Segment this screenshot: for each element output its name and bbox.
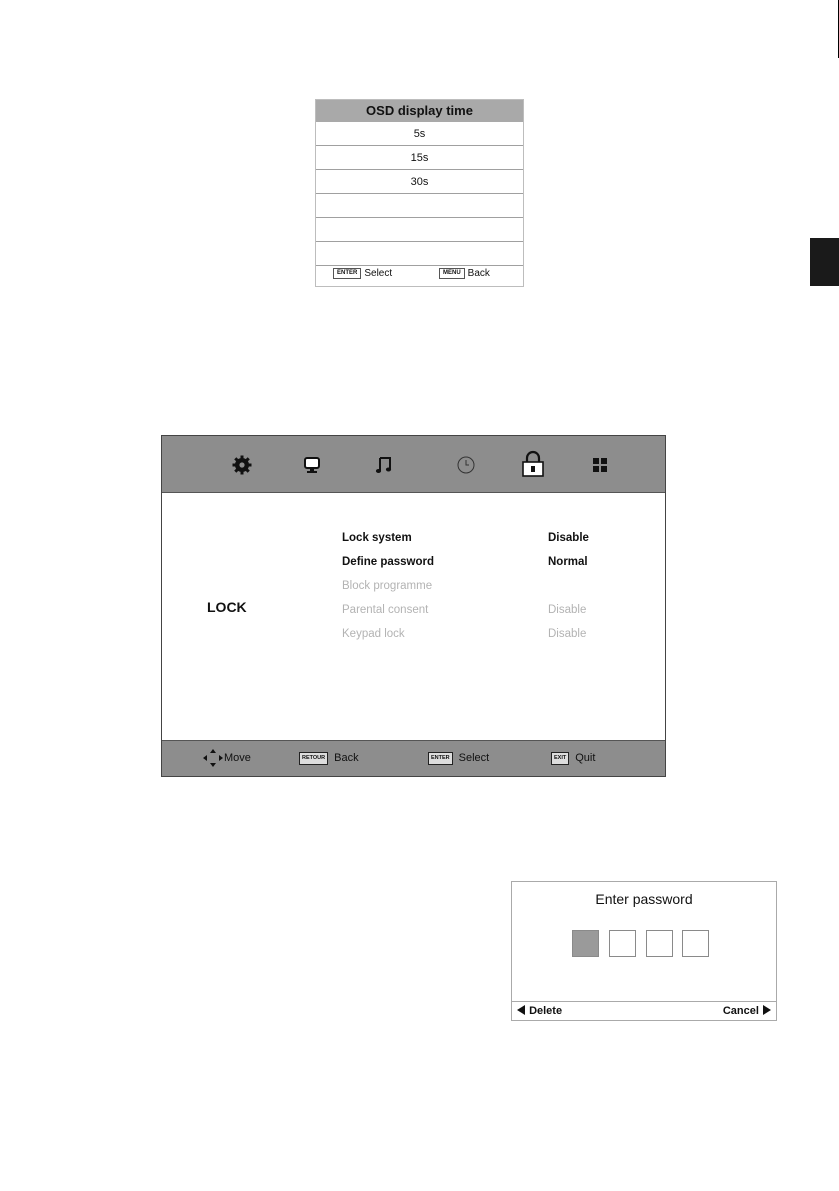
lock-menu <box>161 435 666 777</box>
osd-option-empty <box>316 195 523 218</box>
return-key-icon: RETOUR <box>299 752 328 765</box>
menu-item-keypad-lock: Keypad lock <box>342 628 405 640</box>
clock-icon[interactable] <box>455 454 477 476</box>
osd-option[interactable]: 5s <box>316 123 523 146</box>
password-digit-box[interactable] <box>682 930 709 957</box>
osd-option[interactable]: 30s <box>316 171 523 194</box>
gear-icon[interactable] <box>231 454 253 476</box>
enter-key-icon: ENTER <box>333 268 361 279</box>
password-digit-box[interactable] <box>609 930 636 957</box>
quit-hint[interactable] <box>551 741 595 776</box>
parental-consent-value: Disable <box>548 604 587 616</box>
osd-title: OSD display time <box>316 100 523 122</box>
password-digit-box[interactable] <box>646 930 673 957</box>
menu-item-lock-system[interactable]: Lock system <box>342 532 412 544</box>
left-triangle-icon <box>517 1005 526 1015</box>
osd-select-hint[interactable] <box>333 262 392 286</box>
password-dialog-title: Enter password <box>595 891 693 907</box>
quit-label: Quit <box>575 752 596 764</box>
monitor-icon[interactable] <box>301 454 323 476</box>
menu-tab-bar <box>162 436 665 493</box>
lock-system-value: Disable <box>548 532 589 544</box>
password-dialog <box>511 881 777 1021</box>
password-dialog-footer <box>512 1001 776 1020</box>
move-label: Move <box>224 752 251 764</box>
define-password-value: Normal <box>548 556 588 568</box>
move-hint <box>202 741 251 776</box>
arrow-keys-icon <box>202 748 224 768</box>
right-triangle-icon <box>762 1005 771 1015</box>
osd-select-label: Select <box>364 268 393 279</box>
osd-back-hint[interactable] <box>439 262 490 286</box>
cancel-button[interactable] <box>723 1002 771 1020</box>
menu-item-define-password[interactable]: Define password <box>342 556 435 568</box>
music-note-icon[interactable] <box>373 454 395 476</box>
exit-key-icon: EXIT <box>551 752 569 765</box>
cancel-label: Cancel <box>722 1005 759 1017</box>
chapter-tab <box>810 238 839 286</box>
delete-button[interactable] <box>517 1002 562 1020</box>
menu-item-block-programme: Block programme <box>342 580 433 592</box>
menu-item-parental-consent: Parental consent <box>342 604 429 616</box>
osd-option[interactable]: 15s <box>316 147 523 170</box>
select-hint[interactable] <box>428 741 489 776</box>
osd-back-label: Back <box>467 268 490 279</box>
osd-option-empty <box>316 219 523 242</box>
osd-footer <box>316 262 523 286</box>
osd-display-time-menu <box>315 99 524 287</box>
padlock-icon[interactable] <box>520 450 546 478</box>
enter-key-icon: ENTER <box>428 752 453 765</box>
grid-icon[interactable] <box>589 454 611 476</box>
password-digit-box[interactable] <box>572 930 599 957</box>
back-label: Back <box>334 752 359 764</box>
back-hint[interactable] <box>299 741 359 776</box>
keypad-lock-value: Disable <box>548 628 587 640</box>
menu-key-icon: MENU <box>439 268 465 279</box>
delete-label: Delete <box>529 1005 563 1017</box>
menu-footer <box>162 740 665 776</box>
select-label: Select <box>458 752 490 764</box>
section-label: LOCK <box>207 599 247 615</box>
